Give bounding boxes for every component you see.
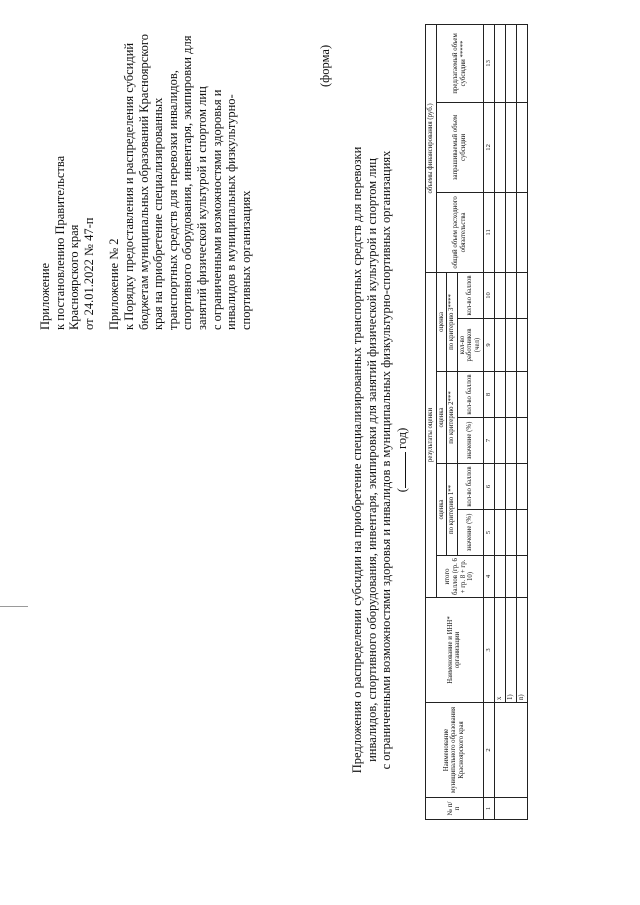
table-cell [494,703,527,798]
table-cell [494,798,527,820]
value-pct-header: значение (%) [457,510,483,556]
col-org-header: Наименование и ИНН* организации [426,598,484,703]
total-points-header: итого баллов (гр. 6 + гр. 8 + гр. 10) [436,556,483,598]
title-line: с ограниченными возможностями здоровья и инвалидов в муниципальных физкультурно-спортивных организациях [379,150,394,770]
table-cell [505,24,516,102]
criterion-2-header: по критерию 2*** [447,372,458,464]
row-marker: 1) [505,598,516,703]
table-row [494,24,505,819]
col-number: 6 [483,464,494,510]
table-cell [494,418,505,464]
total-obligation-header: общий объем расходного обязательства [436,192,483,272]
appendix-line: от 24.01.2022 № 47-п [81,217,96,330]
annex-line: бюджетам муниципальных образований Красноярского [136,34,151,330]
annex-line: Приложение № 2 [107,238,122,330]
table-cell [516,192,527,272]
title-line: инвалидов, спортивного оборудования, инвентаря, экипировки для занятий физической культурой и спортом лиц [364,158,379,762]
annex-line: края на приобретение специализированных [151,97,166,330]
criterion-3-header: по критерию 3**** [447,272,458,371]
annex-line: с ограниченными возможностями здоровья и [209,89,224,330]
col-number: 11 [483,192,494,272]
spacer [96,30,107,330]
distribution-table [425,24,528,820]
table-cell [494,464,505,510]
col-number: 1 [483,798,494,820]
col-municipality-header: Наименование муниципального образования Красноярского края [426,703,484,798]
col-number: 3 [483,598,494,703]
table-cell [505,418,516,464]
col-number: 12 [483,102,494,192]
annex-line: спортивных организациях [238,190,253,330]
year-line [394,70,410,850]
table-cell [505,102,516,192]
annex-line: транспортных средств для перевозки инвалидов, [165,70,180,330]
column-numbers-row [483,24,494,819]
document-title [350,70,409,850]
table-cell [505,372,516,418]
table-cell [505,192,516,272]
points-header: кол-во баллов [457,272,483,318]
value-pct-header: значение (%) [457,418,483,464]
table-cell [516,510,527,556]
table-row [505,24,516,819]
col-number: 5 [483,510,494,556]
form-label: (форма) [318,44,332,87]
appendix-line: к постановлению Правительства [52,155,67,330]
score-header-2: оценка [436,372,447,464]
results-header: результаты оценки [426,272,437,597]
points-header: кол-во баллов [457,464,483,510]
table-cell [516,24,527,102]
annex-line: спортивного оборудования, инвентаря, экипировки для [180,35,195,330]
table-cell [516,556,527,598]
scan-edge-line [0,606,28,607]
col-number: 2 [483,703,494,798]
table-cell [516,272,527,318]
year-open: ( [394,488,409,493]
table-row [516,24,527,819]
table-cell [516,319,527,372]
table-cell [516,102,527,192]
table-cell [505,556,516,598]
table-cell [494,510,505,556]
table-cell [505,272,516,318]
table-cell [505,510,516,556]
appendix-line: Красноярского края [67,224,82,330]
annex-line: к Порядку предоставления и распределения субсидий [121,42,136,330]
table-cell [494,372,505,418]
table-cell [494,24,505,102]
annex-line: занятий физической культурой и спортом лиц [194,86,209,330]
criterion-1-header: по критерию 1** [447,464,458,556]
table-cell [505,319,516,372]
table-cell [494,192,505,272]
year-close: год) [394,427,409,449]
score-header-3: оценка [436,272,447,371]
year-blank [394,452,406,488]
table-cell [494,319,505,372]
table-cell [516,418,527,464]
table-cell [494,102,505,192]
table-cell [494,556,505,598]
score-header-1: оценка [436,464,447,556]
requested-subsidy-header: запрашиваемый объем субсидии [436,102,483,192]
appendix-line: Приложение [38,262,52,330]
col-number: 13 [483,24,494,102]
col-number: 9 [483,319,494,372]
table-cell [494,272,505,318]
proposed-subsidy-header: предлагаемый объем субсидии ***** [436,24,483,102]
funding-header: объемы финансирования (руб.) [426,24,437,272]
col-no-header: № п/п [426,798,484,820]
annex-line: инвалидов в муниципальных физкультурно- [224,94,239,330]
row-marker: n) [516,598,527,703]
col-number: 4 [483,556,494,598]
table-cell [516,372,527,418]
col-number: 7 [483,418,494,464]
row-marker: х [494,598,505,703]
table-cell [516,464,527,510]
points-header: кол-во баллов [457,372,483,418]
appendix-block [38,30,253,330]
col-number: 8 [483,372,494,418]
col-number: 10 [483,272,494,318]
table-cell [505,464,516,510]
title-line: Предложения о распределении субсидии на приобретение специализированных транспортных средств для перевозки [350,146,364,774]
workers-header: кол-во работников (чел) [457,319,483,372]
